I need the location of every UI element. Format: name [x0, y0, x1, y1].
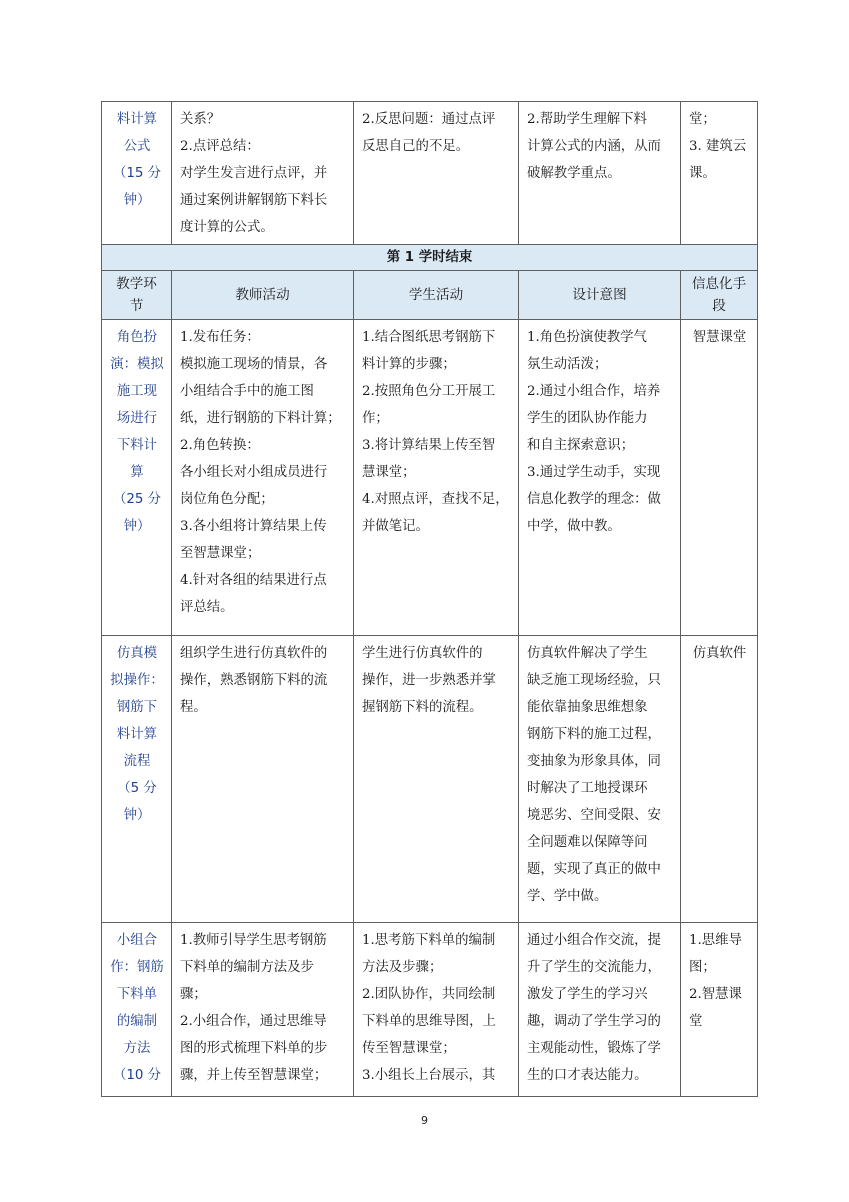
info-means-cell: 堂； 3. 建筑云 课。: [681, 102, 758, 245]
teacher-activity-cell: 关系？ 2.点评总结： 对学生发言进行点评，并 通过案例讲解钢筋下料长 度计算的公式。: [172, 102, 354, 245]
design-intent-cell: 仿真软件解决了学生 缺乏施工现场经验，只 能依靠抽象思维想象 钢筋下料的施工过程， 变抽象为形象具体，同 时解决了工地授课环 境恶劣、空间受限、安 全问题难以保障等问 题，实现了真正的做中 学、学中做。: [519, 636, 681, 923]
teacher-activity-cell: 1.发布任务： 模拟施工现场的情景，各 小组结合手中的施工图 纸，进行钢筋的下料计算； 2.角色转换： 各小组长对小组成员进行 岗位角色分配； 3.各小组将计算结果上传 至智慧课堂； 4.针对各组的结果进行点 评总结。: [172, 320, 354, 636]
stage-cell: 小组合 作：钢筋 下料单 的编制 方法 （10 分: [102, 923, 172, 1097]
design-intent-cell: 2.帮助学生理解下料 计算公式的内涵，从而 破解教学重点。: [519, 102, 681, 245]
student-activity-cell: 2.反思问题：通过点评 反思自己的不足。: [354, 102, 519, 245]
teacher-activity-cell: 1.教师引导学生思考钢筋 下料单的编制方法及步 骤； 2.小组合作，通过思维导 图的形式梳理下料单的步 骤，并上传至智慧课堂；: [172, 923, 354, 1097]
teacher-activity-cell: 组织学生进行仿真软件的 操作，熟悉钢筋下料的流 程。: [172, 636, 354, 923]
stage-cell: 料计算 公式 （15 分 钟）: [102, 102, 172, 245]
info-means-cell: 1.思维导 图； 2.智慧课 堂: [681, 923, 758, 1097]
header-teacher-activity: 教师活动: [172, 271, 354, 320]
info-means-cell: 仿真软件: [681, 636, 758, 923]
header-design-intent: 设计意图: [519, 271, 681, 320]
info-means-cell: 智慧课堂: [681, 320, 758, 636]
table-row-formula-continued: [102, 102, 758, 245]
header-stage: 教学环 节: [102, 271, 172, 320]
stage-cell: 仿真模 拟操作： 钢筋下 料计算 流程 （5 分 钟）: [102, 636, 172, 923]
student-activity-cell: 1.思考筋下料单的编制 方法及步骤； 2.团队协作，共同绘制 下料单的思维导图，上 传至智慧课堂； 3.小组长上台展示，其: [354, 923, 519, 1097]
student-activity-cell: 1.结合图纸思考钢筋下 料计算的步骤； 2.按照角色分工开展工 作； 3.将计算结果上传至智 慧课堂； 4.对照点评，查找不足， 并做笔记。: [354, 320, 519, 636]
section-end-row: [102, 245, 758, 271]
lesson-plan-table: [101, 101, 758, 1097]
table-header-row: [102, 271, 758, 320]
stage-cell: 角色扮 演：模拟 施工现 场进行 下料计 算 （25 分 钟）: [102, 320, 172, 636]
section-end-label: 第 1 学时结束: [102, 245, 758, 271]
header-student-activity: 学生活动: [354, 271, 519, 320]
design-intent-cell: 通过小组合作交流，提 升了学生的交流能力， 激发了学生的学习兴 趣，调动了学生学习的 主观能动性，锻炼了学 生的口才表达能力。: [519, 923, 681, 1097]
design-intent-cell: 1.角色扮演使教学气 氛生动活泼； 2.通过小组合作，培养 学生的团队协作能力 和自主探索意识； 3.通过学生动手，实现 信息化教学的理念：做 中学，做中教。: [519, 320, 681, 636]
header-info-means: 信息化手 段: [681, 271, 758, 320]
table-row-role-play: [102, 320, 758, 636]
table-row-simulation: [102, 636, 758, 923]
table-row-group-work: [102, 923, 758, 1097]
student-activity-cell: 学生进行仿真软件的 操作，进一步熟悉并掌 握钢筋下料的流程。: [354, 636, 519, 923]
page-number: 9: [421, 1114, 428, 1127]
